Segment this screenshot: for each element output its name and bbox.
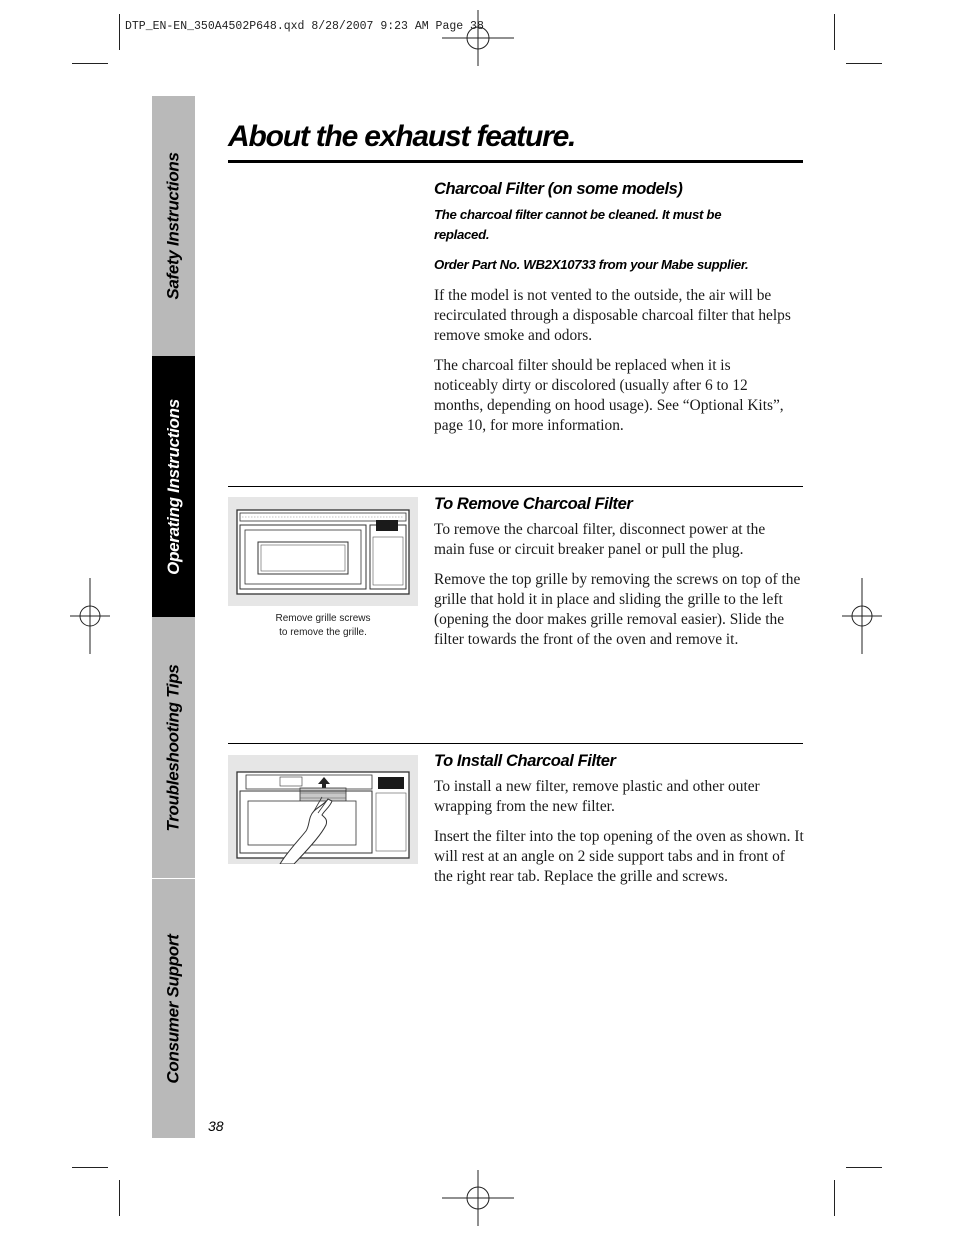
filter-install-illustration xyxy=(228,755,418,864)
section-rule xyxy=(228,486,803,487)
section-rule xyxy=(228,743,803,744)
tab-consumer-support[interactable] xyxy=(152,879,195,1138)
title-rule xyxy=(228,160,803,163)
paragraph: Insert the filter into the top opening of the oven as shown. It will rest at an angle on 2 side support tabs and in front of the right rear tab. Replace the grille and screws. xyxy=(434,828,804,885)
page-title: About the exhaust feature. xyxy=(228,120,576,153)
registration-mark-right xyxy=(842,578,882,654)
tab-safety-instructions[interactable] xyxy=(152,96,195,356)
charcoal-filter-section xyxy=(434,180,806,436)
paragraph: If the model is not vented to the outside, the air will be recirculated through a disposable charcoal filter that helps remove smoke and odors. xyxy=(434,287,791,344)
file-slug: DTP_EN-EN_350A4502P648.qxd 8/28/2007 9:23 AM Page 38 xyxy=(125,20,484,33)
page-number: 38 xyxy=(208,1118,224,1134)
part-number-note: Order Part No. WB2X10733 from your Mabe supplier. xyxy=(434,257,749,272)
section-heading: To Remove Charcoal Filter xyxy=(434,495,633,513)
install-filter-section xyxy=(434,752,806,887)
caption-line: to remove the grille. xyxy=(279,627,367,638)
paragraph: To install a new filter, remove plastic and other outer wrapping from the new filter. xyxy=(434,778,760,815)
figure-caption xyxy=(228,612,418,640)
tab-troubleshooting-tips[interactable] xyxy=(152,617,195,878)
registration-mark-left xyxy=(70,578,110,654)
cleaning-note: The charcoal filter cannot be cleaned. It must be replaced. xyxy=(434,207,722,242)
section-heading: Charcoal Filter (on some models) xyxy=(434,180,683,198)
paragraph: The charcoal filter should be replaced when it is noticeably dirty or discolored (usually after 6 to 12 months, depending on hood usage). See “Optional Kits”, page 10, for more information. xyxy=(434,357,784,434)
paragraph: To remove the charcoal filter, disconnect power at the main fuse or circuit breaker panel or pull the plug. xyxy=(434,521,766,558)
tab-operating-instructions[interactable] xyxy=(152,356,195,617)
tab-label: Troubleshooting Tips xyxy=(163,663,183,832)
remove-filter-section xyxy=(434,495,806,650)
registration-mark-top xyxy=(440,10,516,66)
caption-line: Remove grille screws xyxy=(275,613,371,624)
tab-label: Consumer Support xyxy=(163,933,183,1084)
section-sidebar xyxy=(152,96,195,1138)
paragraph: Remove the top grille by removing the screws on top of the grille that hold it in place and sliding the grille to the left (opening the door makes grille removal easier). Slide the filter towards the front of the oven and remove it. xyxy=(434,571,801,648)
tab-label: Operating Instructions xyxy=(163,398,183,575)
registration-mark-bottom xyxy=(440,1170,516,1226)
tab-label: Safety Instructions xyxy=(163,152,183,300)
section-heading: To Install Charcoal Filter xyxy=(434,752,616,770)
microwave-front-illustration xyxy=(228,497,418,606)
